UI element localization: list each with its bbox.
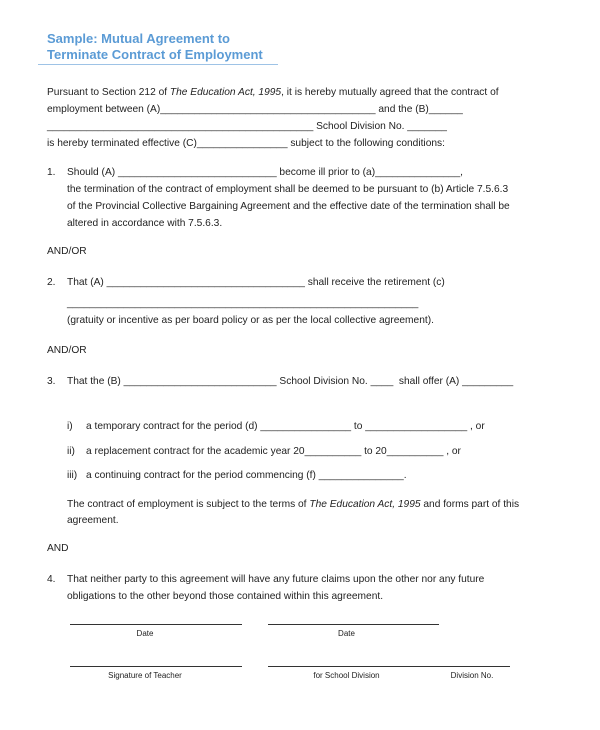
clause-2-line-1: That (A) ___________________________________ shall receive the retirement (c)	[67, 277, 445, 288]
and-separator: AND	[47, 543, 69, 554]
and-or-separator-2: AND/OR	[47, 345, 87, 356]
division-number-label: Division No.	[450, 671, 494, 680]
intro-line-2: employment between (A)______________________________________ and the (B)______	[47, 104, 463, 115]
date-line-right[interactable]	[268, 624, 439, 625]
option-iii-number: iii)	[67, 470, 78, 481]
intro-line-3: _______________________________________________ School Division No. _______	[47, 121, 447, 132]
clause-2-line-2: ______________________________________________________________	[67, 298, 419, 309]
act-name: The Education Act, 1995	[169, 87, 282, 98]
clause-4-number: 4.	[47, 574, 56, 585]
clause-3-paragraph-line-1: The contract of employment is subject to the terms of The Education Act, 1995 and forms part of this	[67, 499, 520, 510]
clause-1-line-4: altered in accordance with 7.5.6.3.	[67, 218, 223, 229]
clause-1-line-3: of the Provincial Collective Bargaining Agreement and the effective date of the termination shall be	[67, 201, 510, 212]
document-title-line-1: Sample: Mutual Agreement to	[47, 31, 230, 46]
option-ii-number: ii)	[67, 446, 75, 457]
teacher-signature-line[interactable]	[70, 666, 242, 667]
option-i-number: i)	[67, 421, 73, 432]
date-label-right: Date	[338, 629, 355, 638]
clause-1-number: 1.	[47, 167, 56, 178]
clause-3-number: 3.	[47, 376, 56, 387]
intro-line-1: Pursuant to Section 212 of The Education Act, 1995, it is hereby mutually agreed that the contract of	[47, 87, 499, 98]
title-underline	[38, 64, 278, 65]
and-or-separator-1: AND/OR	[47, 246, 87, 257]
option-ii-text: a replacement contract for the academic year 20__________ to 20__________ , or	[86, 446, 461, 457]
clause-2-number: 2.	[47, 277, 56, 288]
clause-4-line-1: That neither party to this agreement will have any future claims upon the other nor any future	[67, 574, 485, 585]
school-division-label: for School Division	[313, 671, 380, 680]
date-line-left[interactable]	[70, 624, 242, 625]
clause-1-line-1: Should (A) ____________________________ become ill prior to (a)_______________,	[67, 167, 463, 178]
school-division-signature-line[interactable]	[268, 666, 510, 667]
date-label-left: Date	[136, 629, 154, 638]
document-title-line-2: Terminate Contract of Employment	[47, 47, 263, 62]
clause-3-line-1: That the (B) ___________________________ School Division No. ____ shall offer (A) _________	[67, 376, 514, 387]
option-iii-text: a continuing contract for the period commencing (f) _______________.	[86, 470, 407, 481]
intro-line-4: is hereby terminated effective (C)________________ subject to the following conditions:	[47, 138, 445, 149]
clause-1-line-2: the termination of the contract of employment shall be deemed to be pursuant to (b) Article 7.5.6.3	[67, 184, 509, 195]
clause-4-line-2: obligations to the other beyond those contained within this agreement.	[67, 591, 384, 602]
teacher-signature-label: Signature of Teacher	[108, 671, 182, 680]
clause-2-line-3: (gratuity or incentive as per board policy or as per the local collective agreement).	[67, 315, 434, 326]
act-name: The Education Act, 1995	[309, 499, 421, 510]
clause-3-paragraph-line-2: agreement.	[67, 515, 119, 526]
option-i-text: a temporary contract for the period (d) ________________ to __________________ , or	[86, 421, 485, 432]
